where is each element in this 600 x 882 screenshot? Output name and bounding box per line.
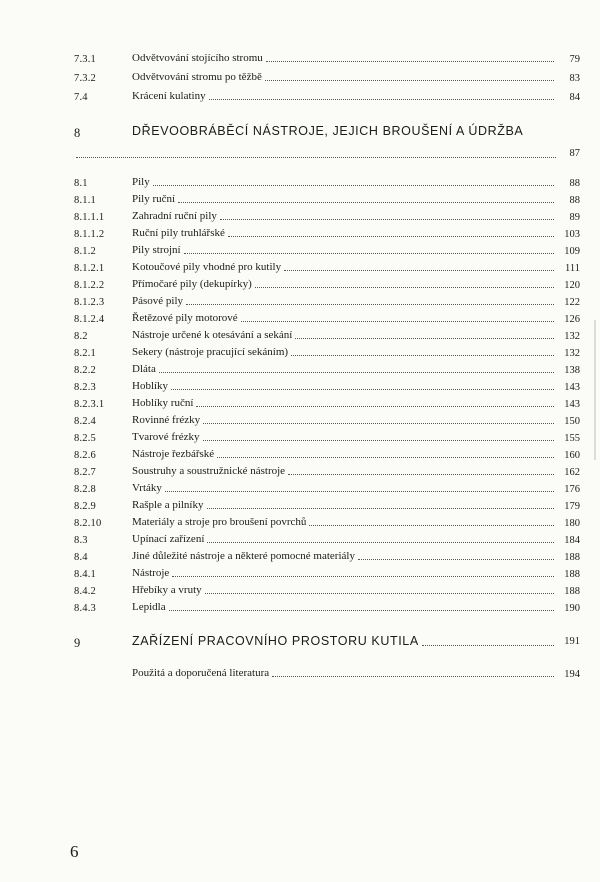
- leader-dots: [266, 60, 554, 62]
- section-title: Rovinné frézky: [132, 414, 201, 426]
- section-title: Odvětvování stojícího stromu: [132, 52, 263, 64]
- section-title: Upínací zařízení: [132, 533, 205, 545]
- section-title: Pásové pily: [132, 295, 184, 307]
- page-number: 143: [564, 399, 580, 410]
- section-number: 8.1: [74, 178, 88, 189]
- page-number: 176: [564, 484, 580, 495]
- toc-entry: [74, 261, 584, 279]
- page-number: 155: [564, 433, 580, 444]
- toc-entry-literature: [74, 667, 584, 685]
- section-title: Hoblíky ruční: [132, 397, 194, 409]
- page-number: 188: [564, 586, 580, 597]
- section-number: 8.1.1.2: [74, 229, 105, 240]
- section-number: 8.3: [74, 535, 88, 546]
- chapter-title: DŘEVOOBRÁBĚCÍ NÁSTROJE, JEJICH BROUŠENÍ A ÚDRŽBA: [132, 124, 524, 138]
- leader-dots: [169, 609, 554, 611]
- toc-entry: [74, 346, 584, 364]
- section-title: Lepidla: [132, 601, 166, 613]
- page-number: 88: [569, 178, 580, 189]
- section-number: 8.2.7: [74, 467, 96, 478]
- leader-dots: [265, 79, 554, 81]
- page-folio: 6: [70, 842, 79, 861]
- section-number: 8.2.4: [74, 416, 96, 427]
- leader-dots: [172, 575, 554, 577]
- section-number: 8.2.8: [74, 484, 96, 495]
- page-number: 83: [569, 73, 580, 84]
- leader-dots: [255, 286, 554, 288]
- toc-entry: [74, 90, 584, 108]
- section-title: Jiné důležité nástroje a některé pomocné materiály: [132, 550, 355, 562]
- leader-dots: [203, 439, 555, 441]
- leader-dots: [159, 371, 554, 373]
- page-number: 79: [569, 54, 580, 65]
- leader-dots: [228, 235, 554, 237]
- section-title: Soustruhy a soustružnické nástroje: [132, 465, 286, 477]
- page-number: 120: [564, 280, 580, 291]
- toc-entry: [74, 465, 584, 483]
- page-number: 132: [564, 348, 580, 359]
- leader-dots: [220, 218, 554, 220]
- section-number: 7.3.1: [74, 54, 96, 65]
- leader-dots: [207, 507, 555, 509]
- page-number: 138: [564, 365, 580, 376]
- leader-dots: [178, 201, 554, 203]
- toc-entry: [74, 567, 584, 585]
- page-number: 180: [564, 518, 580, 529]
- toc-chapter-entry: [74, 634, 584, 652]
- page-number: 126: [564, 314, 580, 325]
- leader-dots: [284, 269, 554, 271]
- section-title: Řetězové pily motorové: [132, 312, 238, 324]
- leader-dots: [295, 337, 554, 339]
- toc-entry: [74, 52, 584, 70]
- leader-dots: [422, 644, 554, 646]
- section-title: Krácení kulatiny: [132, 90, 206, 102]
- leader-dots: [288, 473, 554, 475]
- toc-entry: [74, 499, 584, 517]
- leader-dots: [184, 252, 554, 254]
- section-number: 8.2: [74, 331, 88, 342]
- section-title: Pily ruční: [132, 193, 176, 205]
- toc-entry: [74, 448, 584, 466]
- section-title: Pily strojní: [132, 244, 181, 256]
- section-title: Nástroje řezbářské: [132, 448, 215, 460]
- leader-dots: [309, 524, 554, 526]
- page-number: 111: [565, 263, 580, 274]
- page-number: 191: [564, 636, 580, 647]
- leader-dots: [203, 422, 554, 424]
- toc-chapter-entry: [74, 124, 584, 142]
- section-number: 8.2.3.1: [74, 399, 105, 410]
- section-title: Vrtáky: [132, 482, 162, 494]
- section-title: Pily: [132, 176, 150, 188]
- section-number: 8.1.2.3: [74, 297, 105, 308]
- section-number: 8.1.1: [74, 195, 96, 206]
- toc-entry: [74, 244, 584, 262]
- section-number: 8.2.3: [74, 382, 96, 393]
- section-title: Odvětvování stromu po těžbě: [132, 71, 262, 83]
- toc-entry: [74, 176, 584, 194]
- page-number: 184: [564, 535, 580, 546]
- toc-entry: [74, 584, 584, 602]
- toc-entry: [74, 482, 584, 500]
- toc-entry: [74, 193, 584, 211]
- section-number: 8.2.2: [74, 365, 96, 376]
- section-title: Kotoučové pily vhodné pro kutily: [132, 261, 282, 273]
- page-number: 109: [564, 246, 580, 257]
- section-number: 7.4: [74, 92, 88, 103]
- leader-dots: [291, 354, 554, 356]
- toc-entry: [74, 278, 584, 296]
- section-title: Tvarové frézky: [132, 431, 200, 443]
- section-number: 7.3.2: [74, 73, 96, 84]
- section-number: 8.2.5: [74, 433, 96, 444]
- page-number: 162: [564, 467, 580, 478]
- toc-entry: [74, 312, 584, 330]
- section-title: Dláta: [132, 363, 156, 375]
- section-title: Ruční pily truhlářské: [132, 227, 225, 239]
- toc-entry: [74, 533, 584, 551]
- page-number: 89: [569, 212, 580, 223]
- toc-entry: [74, 397, 584, 415]
- toc-entry: [74, 550, 584, 568]
- scan-edge-shadow: [594, 320, 596, 460]
- page-number: 84: [569, 92, 580, 103]
- section-title: Materiály a stroje pro broušení povrchů: [132, 516, 307, 528]
- page-number: 122: [564, 297, 580, 308]
- section-title: Zahradní ruční pily: [132, 210, 217, 222]
- page-number: 132: [564, 331, 580, 342]
- leader-dots: [241, 320, 554, 322]
- page-number: 88: [569, 195, 580, 206]
- page-number: 194: [564, 669, 580, 680]
- page-number: 87: [569, 148, 580, 159]
- leader-dots: [205, 592, 554, 594]
- toc-entry: [74, 295, 584, 313]
- section-title: Přímočaré pily (dekupírky): [132, 278, 252, 290]
- toc-entry: [74, 516, 584, 534]
- chapter-number: 8: [74, 126, 81, 140]
- section-number: 8.4: [74, 552, 88, 563]
- leader-dots: [165, 490, 554, 492]
- chapter-number: 9: [74, 636, 81, 650]
- toc-entry: [74, 431, 584, 449]
- section-title: Použitá a doporučená literatura: [132, 667, 270, 679]
- section-number: 8.1.2: [74, 246, 96, 257]
- section-number: 8.1.2.4: [74, 314, 105, 325]
- section-title: Nástroje: [132, 567, 170, 579]
- toc-entry: [74, 227, 584, 245]
- section-number: 8.1.1.1: [74, 212, 105, 223]
- toc-entry: [74, 329, 584, 347]
- leader-dots: [272, 675, 554, 677]
- section-number: 8.4.3: [74, 603, 96, 614]
- page-number: 103: [564, 229, 580, 240]
- section-title: Hoblíky: [132, 380, 169, 392]
- page-number: 188: [564, 569, 580, 580]
- leader-dots: [186, 303, 554, 305]
- section-title: Rašple a pilníky: [132, 499, 204, 511]
- leader-dots: [171, 388, 554, 390]
- leader-dots: [358, 558, 554, 560]
- section-number: 8.4.1: [74, 569, 96, 580]
- section-number: 8.2.10: [74, 518, 102, 529]
- toc-entry: [74, 380, 584, 398]
- leader-dots: [209, 98, 554, 100]
- toc-chapter-page: [74, 146, 584, 164]
- section-number: 8.4.2: [74, 586, 96, 597]
- chapter-title: ZAŘÍZENÍ PRACOVNÍHO PROSTORU KUTILA: [132, 634, 419, 648]
- page-number: 160: [564, 450, 580, 461]
- toc-entry: [74, 363, 584, 381]
- section-number: 8.2.6: [74, 450, 96, 461]
- section-number: 8.2.1: [74, 348, 96, 359]
- page-number: 190: [564, 603, 580, 614]
- section-title: Nástroje určené k otesávání a sekání: [132, 329, 293, 341]
- toc-entry: [74, 71, 584, 89]
- section-number: 8.1.2.1: [74, 263, 105, 274]
- page-number: 179: [564, 501, 580, 512]
- page-number: 150: [564, 416, 580, 427]
- section-number: 8.1.2.2: [74, 280, 105, 291]
- leader-dots: [217, 456, 554, 458]
- section-title: Sekery (nástroje pracující sekáním): [132, 346, 289, 358]
- page-number: 188: [564, 552, 580, 563]
- leader-dots: [207, 541, 554, 543]
- section-number: 8.2.9: [74, 501, 96, 512]
- toc-entry: [74, 601, 584, 619]
- toc-entry: [74, 210, 584, 228]
- page-number: 143: [564, 382, 580, 393]
- leader-dots: [153, 184, 554, 186]
- toc-entry: [74, 414, 584, 432]
- leader-dots: [196, 405, 554, 407]
- section-title: Hřebíky a vruty: [132, 584, 202, 596]
